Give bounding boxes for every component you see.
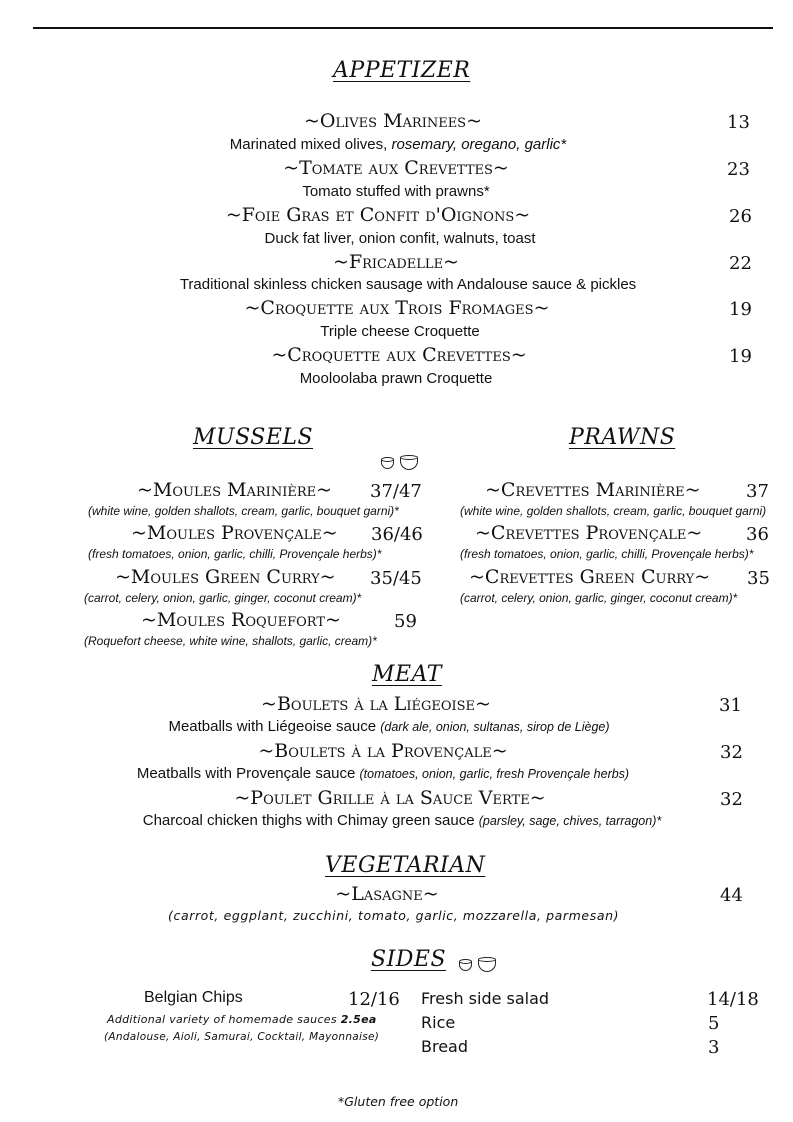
appetizer-item-name: ~Fricadelle~ bbox=[333, 251, 459, 273]
side-item-name: Bread bbox=[421, 1037, 469, 1056]
prawns-title: PRAWNS bbox=[569, 425, 676, 450]
top-divider bbox=[33, 27, 773, 29]
appetizer-item-name: ~Croquette aux Trois Fromages~ bbox=[244, 297, 550, 319]
appetizer-item-price: 26 bbox=[729, 206, 752, 227]
appetizer-item-name: ~Tomate aux Crevettes~ bbox=[283, 157, 509, 179]
meat-item-desc: Meatballs with Liégeoise sauce (dark ale, onion, sultanas, sirop de Liège) bbox=[168, 718, 610, 735]
mussels-item-name: ~Moules Green Curry~ bbox=[115, 566, 336, 588]
vegetarian-item-name: ~Lasagne~ bbox=[335, 883, 439, 905]
prawns-item-note: (fresh tomatoes, onion, garlic, chilli, Provençale herbs)* bbox=[460, 547, 754, 561]
mussels-item-price: 36/46 bbox=[371, 524, 423, 545]
side-bowl-icons bbox=[459, 960, 496, 972]
appetizer-item-desc: Marinated mixed olives, rosemary, oregano, garlic* bbox=[229, 136, 567, 153]
mussels-item-note: (Roquefort cheese, white wine, shallots, garlic, cream)* bbox=[84, 634, 377, 648]
side-item-name: Belgian Chips bbox=[144, 989, 243, 1006]
prawns-item-name: ~Crevettes Green Curry~ bbox=[469, 566, 711, 588]
meat-item-price: 32 bbox=[720, 742, 743, 763]
mussels-item-price: 59 bbox=[394, 611, 417, 632]
prawns-item-note: (white wine, golden shallots, cream, garlic, bouquet garni) bbox=[460, 504, 767, 518]
appetizer-item-price: 19 bbox=[729, 346, 752, 367]
mussels-item-price: 35/45 bbox=[370, 568, 422, 589]
vegetarian-title: VEGETARIAN bbox=[325, 853, 486, 878]
side-item-price: 14/18 bbox=[707, 989, 759, 1010]
appetizer-item-name: ~Olives Marinees~ bbox=[303, 110, 483, 132]
gluten-free-footnote: *Gluten free option bbox=[338, 1094, 459, 1109]
appetizer-item-desc: Duck fat liver, onion confit, walnuts, toast bbox=[264, 230, 536, 247]
appetizer-item-price: 23 bbox=[727, 159, 750, 180]
appetizer-item-price: 22 bbox=[729, 253, 752, 274]
large-bowl-icon bbox=[400, 458, 418, 470]
small-bowl-icon bbox=[459, 962, 472, 971]
large-bowl-icon bbox=[478, 960, 496, 972]
side-item-price: 3 bbox=[708, 1037, 720, 1058]
side-item-name: Rice bbox=[421, 1013, 456, 1032]
meat-item-price: 31 bbox=[719, 695, 742, 716]
appetizer-item-name: ~Foie Gras et Confit d'Oignons~ bbox=[225, 204, 531, 226]
mussels-item-note: (fresh tomatoes, onion, garlic, chilli, Provençale herbs)* bbox=[88, 547, 382, 561]
mussels-item-note: (carrot, celery, onion, garlic, ginger, coconut cream)* bbox=[84, 591, 362, 605]
prawns-item-name: ~Crevettes Marinière~ bbox=[485, 479, 701, 501]
appetizer-title: APPETIZER bbox=[333, 58, 471, 83]
mussels-item-name: ~Moules Provençale~ bbox=[131, 522, 338, 544]
prawns-item-name: ~Crevettes Provençale~ bbox=[475, 522, 703, 544]
appetizer-item-desc: Triple cheese Croquette bbox=[320, 323, 480, 340]
appetizer-item-desc: Traditional skinless chicken sausage with Andalouse sauce & pickles bbox=[179, 276, 637, 293]
side-sauce-list: (Andalouse, Aioli, Samurai, Cocktail, Mayonnaise) bbox=[104, 1031, 380, 1043]
side-item-price: 5 bbox=[708, 1013, 720, 1034]
mussels-item-price: 37/47 bbox=[370, 481, 422, 502]
appetizer-item-desc: Mooloolaba prawn Croquette bbox=[299, 370, 493, 387]
prawns-item-price: 37 bbox=[746, 481, 769, 502]
prawns-item-note: (carrot, celery, onion, garlic, ginger, coconut cream)* bbox=[460, 591, 738, 605]
appetizer-item-desc: Tomato stuffed with prawns* bbox=[302, 183, 490, 200]
sides-title: SIDES bbox=[371, 947, 447, 972]
side-item-price: 12/16 bbox=[348, 989, 400, 1010]
mussels-title: MUSSELS bbox=[193, 425, 314, 450]
meat-item-desc: Charcoal chicken thighs with Chimay green sauce (parsley, sage, chives, tarragon)* bbox=[142, 812, 662, 829]
appetizer-item-price: 19 bbox=[729, 299, 752, 320]
meat-item-desc: Meatballs with Provençale sauce (tomatoes, onion, garlic, fresh Provençale herbs) bbox=[136, 765, 630, 782]
bowl-size-icons bbox=[381, 458, 418, 470]
mussels-item-name: ~Moules Marinière~ bbox=[137, 479, 333, 501]
mussels-item-name: ~Moules Roquefort~ bbox=[141, 609, 341, 631]
meat-item-name: ~Boulets à la Liégeoise~ bbox=[261, 693, 491, 715]
prawns-item-price: 35 bbox=[747, 568, 770, 589]
meat-item-name: ~Poulet Grille à la Sauce Verte~ bbox=[234, 787, 546, 809]
meat-item-name: ~Boulets à la Provençale~ bbox=[258, 740, 508, 762]
appetizer-item-name: ~Croquette aux Crevettes~ bbox=[271, 344, 527, 366]
side-sauce-note: Additional variety of homemade sauces 2.5ea bbox=[107, 1013, 377, 1026]
side-item-name: Fresh side salad bbox=[421, 989, 550, 1008]
small-bowl-icon bbox=[381, 460, 394, 469]
meat-item-price: 32 bbox=[720, 789, 743, 810]
vegetarian-item-desc: (carrot, eggplant, zucchini, tomato, garlic, mozzarella, parmesan) bbox=[168, 908, 620, 923]
meat-title: MEAT bbox=[372, 662, 442, 687]
prawns-item-price: 36 bbox=[746, 524, 769, 545]
mussels-item-note: (white wine, golden shallots, cream, garlic, bouquet garni)* bbox=[88, 504, 399, 518]
appetizer-item-price: 13 bbox=[727, 112, 750, 133]
vegetarian-item-price: 44 bbox=[720, 885, 743, 906]
